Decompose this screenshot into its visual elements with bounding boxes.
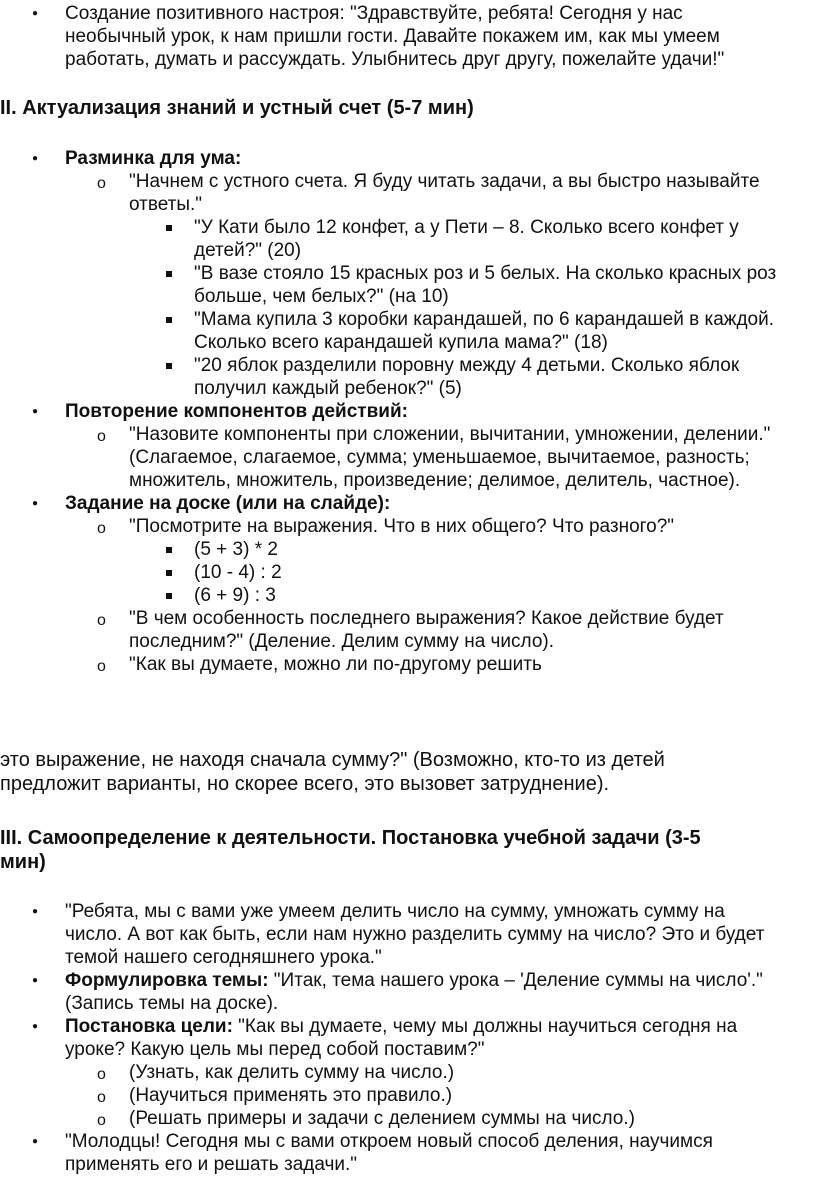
task-3-line-1: "Мама купила 3 коробки карандашей, по 6 карандашей в каждой. <box>194 309 775 330</box>
item-1-line-1: "Ребята, мы с вами уже умеем делить число на сумму, умножать сумму на <box>65 901 725 922</box>
task-3-line-2: Сколько всего карандашей купила мама?" (18) <box>194 332 608 353</box>
expression-3: (6 + 9) : 3 <box>194 585 276 606</box>
intro-line-3: работать, думать и рассуждать. Улыбнитесь друг другу, пожелайте удачи!" <box>65 49 725 70</box>
bullet-icon: ● <box>32 406 39 417</box>
square-bullet-icon <box>166 570 172 576</box>
expression-1: (5 + 3) * 2 <box>194 539 278 560</box>
warmup-label: Разминка для ума: <box>65 148 242 169</box>
components-line-2: (Слагаемое, слагаемое, сумма; уменьшаемое, вычитаемое, разность; <box>129 447 750 468</box>
bullet-icon: ● <box>32 906 39 917</box>
board-question-3: "Как вы думаете, можно ли по-другому решить <box>129 654 542 675</box>
square-bullet-icon <box>166 225 172 231</box>
goal-line-2: уроке? Какую цель мы перед собой поставим?" <box>65 1039 485 1060</box>
circle-bullet-icon: o <box>97 1066 106 1083</box>
goal-line-1 <box>65 1015 737 1038</box>
square-bullet-icon <box>166 271 172 277</box>
circle-bullet-icon: o <box>97 1089 106 1106</box>
item-1-line-2: число. А вот как быть, если нам нужно разделить сумму на число? Это и будет <box>65 924 765 945</box>
bullet-icon: ● <box>32 1136 39 1147</box>
topic-line-2: (Запись темы на доске). <box>65 993 279 1014</box>
components-line-3: множитель, множитель, произведение; делимое, делитель, частное). <box>129 470 741 491</box>
task-2-line-1: "В вазе стояло 15 красных роз и 5 белых. На сколько красных роз <box>194 263 777 284</box>
intro-line-1: Создание позитивного настроя: "Здравствуйте, ребята! Сегодня у нас <box>65 3 683 24</box>
goal-answer-2: (Научиться применять это правило.) <box>129 1085 453 1106</box>
circle-bullet-icon: o <box>97 175 106 192</box>
intro-line-2: необычный урок, к нам пришли гости. Давайте покажем им, как мы умеем <box>65 26 720 47</box>
board-question-1: "Посмотрите на выражения. Что в них общего? Что разного?" <box>129 516 675 537</box>
bullet-icon: ● <box>32 975 39 986</box>
continuation-line-2: предложит варианты, но скорее всего, это вызовет затруднение). <box>0 773 610 795</box>
circle-bullet-icon: o <box>97 1112 106 1129</box>
board-question-2-line-2: последним?" (Деление. Делим сумму на число). <box>129 631 555 652</box>
circle-bullet-icon: o <box>97 658 106 675</box>
section-3-heading-line-2: мин) <box>0 851 46 873</box>
task-2-line-2: больше, чем белых?" (на 10) <box>194 286 449 307</box>
components-line-1: "Назовите компоненты при сложении, вычитании, умножении, делении." <box>129 424 771 445</box>
goal-answer-3: (Решать примеры и задачи с делением суммы на число.) <box>129 1108 635 1129</box>
item-1-line-3: темой нашего сегодняшнего урока." <box>65 947 382 968</box>
bullet-icon: ● <box>32 153 39 164</box>
goal-label: Постановка цели: <box>65 1016 233 1037</box>
components-label: Повторение компонентов действий: <box>65 401 408 422</box>
square-bullet-icon <box>166 317 172 323</box>
topic-line-1 <box>65 969 763 992</box>
task-1-line-2: детей?" (20) <box>194 240 302 261</box>
goal-answer-1: (Узнать, как делить сумму на число.) <box>129 1062 455 1083</box>
circle-bullet-icon: o <box>97 520 106 537</box>
task-4-line-1: "20 яблок разделили поровну между 4 детьми. Сколько яблок <box>194 355 740 376</box>
circle-bullet-icon: o <box>97 612 106 629</box>
topic-text: "Итак, тема нашего урока – 'Деление суммы на число'." <box>268 970 763 991</box>
board-question-2-line-1: "В чем особенность последнего выражения? Какое действие будет <box>129 608 724 629</box>
warmup-lead-1: "Начнем с устного счета. Я буду читать задачи, а вы быстро называйте <box>129 171 760 192</box>
task-4-line-2: получил каждый ребенок?" (5) <box>194 378 462 399</box>
bullet-icon: ● <box>32 8 39 19</box>
bullet-icon: ● <box>32 1021 39 1032</box>
board-label: Задание на доске (или на слайде): <box>65 493 391 514</box>
circle-bullet-icon: o <box>97 428 106 445</box>
continuation-line-1: это выражение, не находя сначала сумму?" (Возможно, кто-то из детей <box>0 749 665 771</box>
topic-label: Формулировка темы: <box>65 970 269 991</box>
square-bullet-icon <box>166 547 172 553</box>
expression-2: (10 - 4) : 2 <box>194 562 282 583</box>
goal-text: "Как вы думаете, чему мы должны научиться сегодня на <box>232 1016 738 1037</box>
square-bullet-icon <box>166 593 172 599</box>
section-2-heading: II. Актуализация знаний и устный счет (5-7 мин) <box>0 97 474 119</box>
bullet-icon: ● <box>32 498 39 509</box>
square-bullet-icon <box>166 363 172 369</box>
closing-line-2: применять его и решать задачи." <box>65 1154 358 1175</box>
warmup-lead-2: ответы." <box>129 194 203 215</box>
closing-line-1: "Молодцы! Сегодня мы с вами откроем новый способ деления, научимся <box>65 1131 713 1152</box>
section-3-heading-line-1: III. Самоопределение к деятельности. Постановка учебной задачи (3-5 <box>0 827 701 849</box>
task-1-line-1: "У Кати было 12 конфет, а у Пети – 8. Сколько всего конфет у <box>194 217 739 238</box>
